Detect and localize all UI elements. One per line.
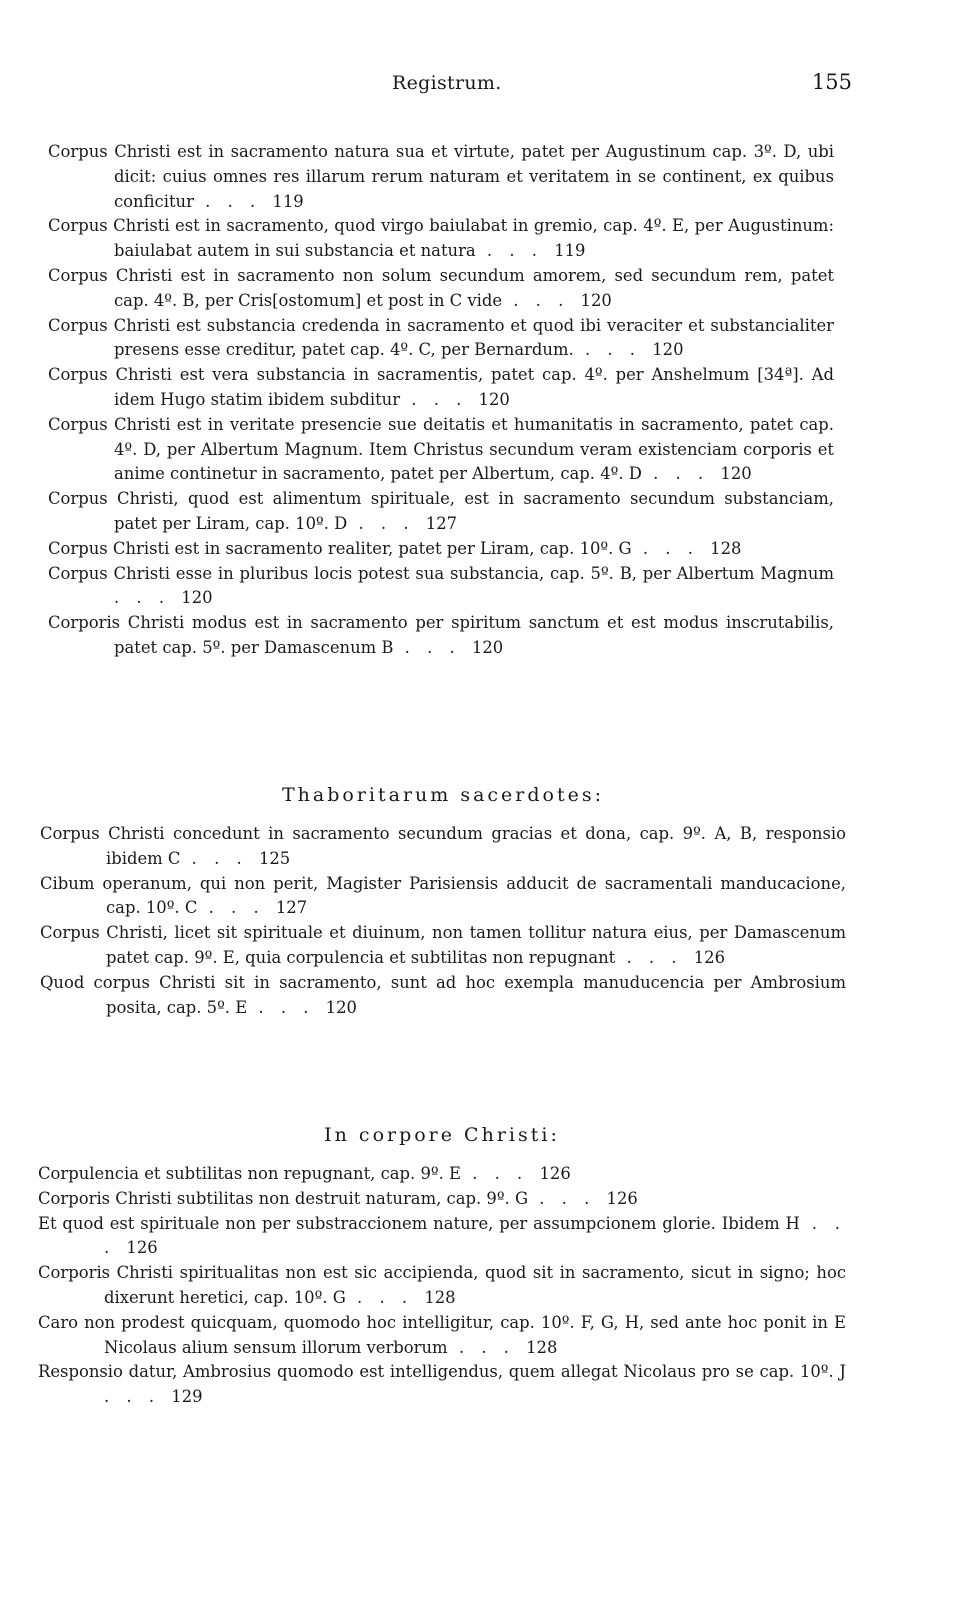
index-entry (38, 1360, 846, 1410)
entry-text: Corporis Christi subtilitas non destruit naturam, cap. 9º. G (38, 1188, 529, 1208)
dot-leader: . . . (393, 637, 472, 657)
dot-leader: . . . (345, 1287, 425, 1307)
page-reference: 125 (258, 848, 291, 868)
entry-text: Corpus Christi esse in pluribus locis potest sua substancia, cap. 5º. B, per Albertum Magnum (48, 563, 834, 583)
dot-leader: . . . (447, 1337, 527, 1357)
dot-leader: . . . (631, 538, 711, 558)
page-reference: 120 (181, 588, 213, 608)
entry-text: Corpus Christi concedunt in sacramento secundum gracias et dona, cap. 9º. A, B, responsio ibidem C (40, 824, 846, 868)
index-entry (38, 1311, 846, 1361)
page-reference: 128 (710, 538, 742, 558)
section-heading: Thaboritarum sacerdotes: (281, 784, 604, 806)
dot-leader: . . . (347, 513, 426, 533)
page-number: 155 (811, 70, 852, 94)
entry-text: Corpus Christi est in sacramento non solum secundum amorem, sed secundum rem, patet cap. 4º. B, per Cris[ostomum] et post in C vide (48, 265, 834, 310)
entry-text: Et quod est spirituale non per substraccionem nature, per assumpcionem glorie. Ibidem H (38, 1213, 800, 1233)
index-entry (48, 487, 834, 537)
page-reference: 120 (478, 389, 510, 409)
entry-text: Responsio datur, Ambrosius quomodo est intelligendus, quem allegat Nicolaus pro se cap. 10º. J (38, 1362, 846, 1382)
dot-leader: . . . (180, 848, 259, 868)
index-section (38, 1120, 846, 1410)
entry-text: Cibum operanum, qui non perit, Magister Parisiensis adducit de sacramentali manducacione, cap. 10º. C (40, 873, 846, 918)
entry-text: Corpus Christi, licet sit spirituale et diuinum, non tamen tollitur natura eius, per Damascenum patet cap. 9º. E, quia corpulencia et subtilitas non repugnant (40, 923, 846, 967)
dot-leader: . . . (461, 1164, 540, 1183)
page-reference: 119 (272, 191, 304, 211)
page-reference: 128 (526, 1337, 558, 1357)
index-section (40, 780, 846, 1020)
entry-text: Caro non prodest quicquam, quomodo hoc intelligitur, cap. 10º. F, G, H, sed ante hoc ponit in E Nicolaus alium sensum illorum verborum (38, 1312, 846, 1357)
page-reference: 127 (425, 513, 458, 533)
index-entry (48, 140, 834, 214)
page-reference: 129 (171, 1387, 203, 1407)
page-reference: 127 (275, 898, 308, 918)
page-reference: 126 (693, 947, 726, 967)
index-entry (38, 1212, 846, 1262)
page-reference: 120 (325, 997, 357, 1017)
dot-leader: . . . (615, 947, 694, 967)
page-reference: 119 (554, 241, 586, 261)
entry-text: Corpus Christi est vera substancia in sacramentis, patet cap. 4º. per Anshelmum [34ª]. Ad idem Hugo statim ibidem subditur (48, 365, 834, 409)
page-reference: 120 (652, 340, 684, 360)
dot-leader: . . . (528, 1188, 607, 1208)
dot-leader: . . . (641, 464, 721, 484)
entry-text: Corpus Christi est substancia credenda in sacramento et quod ibi veraciter et substancialiter presens esse creditur, patet cap. 4º. C, per Bernardum. (48, 315, 834, 360)
index-entry (48, 214, 834, 264)
index-entry (40, 822, 846, 872)
entry-text: Corpus Christi est in sacramento realiter, patet per Liram, cap. 10º. G (48, 538, 632, 558)
entry-text: Corporis Christi modus est in sacramento per spiritum sanctum et est modus inscrutabilis, patet cap. 5º. per Damascenum B (48, 613, 834, 657)
dot-leader: . . . (247, 997, 326, 1017)
entry-text: Corpus Christi est in veritate presencie sue deitatis et humanitatis in sacramento, patet cap. 4º. D, per Albertum Magnum. Item Christus secundum veram existenciam corporis et anime continetur in sacramento, patet per Albertum, cap. 4º. D (48, 414, 834, 484)
index-entry (38, 1162, 846, 1187)
dot-leader: . . . (114, 588, 182, 608)
dot-leader: . . . (400, 389, 479, 409)
entry-text: Corpus Christi, quod est alimentum spirituale, est in sacramento secundum substanciam, patet per Liram, cap. 10º. D (48, 489, 834, 533)
entry-text: Corpulencia et subtilitas non repugnant, cap. 9º. E (38, 1164, 461, 1183)
index-entry (48, 413, 834, 487)
dot-leader: . . . (197, 898, 276, 918)
page-reference: 128 (424, 1287, 456, 1307)
index-entry (38, 1261, 846, 1311)
page-reference: 126 (126, 1238, 158, 1258)
dot-leader: . . . (193, 191, 273, 211)
index-entry (48, 264, 834, 314)
dot-leader: . . . (475, 241, 555, 261)
page-header (0, 72, 960, 102)
index-entry (48, 314, 834, 364)
index-entry (40, 921, 846, 971)
entry-text: Corporis Christi spiritualitas non est sic accipienda, quod sit in sacramento, sicut in signo; hoc dixerunt heretici, cap. 10º. G (38, 1263, 846, 1307)
page-reference: 120 (580, 290, 612, 310)
dot-leader: . . . (104, 1213, 846, 1258)
entry-text: Quod corpus Christi sit in sacramento, sunt ad hoc exempla manuducencia per Ambrosium posita, cap. 5º. E (40, 972, 846, 1017)
index-entry (48, 562, 834, 612)
entry-text: Corpus Christi est in sacramento natura sua et virtute, patet per Augustinum cap. 3º. D, ubi dicit: cuius omnes res illarum rerum naturam et veritatem in se continent, ex quibus conficitur (48, 142, 834, 211)
running-title: Registrum. (392, 72, 502, 94)
page-reference: 120 (720, 464, 752, 484)
index-entry (48, 611, 834, 661)
entry-text: Corpus Christi est in sacramento, quod virgo baiulabat in gremio, cap. 4º. E, per Augustinum: baiulabat autem in sui substancia et natura (48, 216, 834, 261)
index-section (48, 140, 834, 661)
section-heading: In corpore Christi: (324, 1124, 560, 1146)
index-entry (40, 971, 846, 1021)
dot-leader: . . . (502, 290, 581, 310)
index-entry (38, 1187, 846, 1212)
page-reference: 126 (539, 1164, 571, 1183)
dot-leader: . . . (104, 1387, 172, 1407)
dot-leader: . . . (573, 340, 653, 360)
index-entry (40, 872, 846, 922)
index-entry (48, 363, 834, 413)
index-entry (48, 537, 834, 562)
page-reference: 126 (606, 1188, 638, 1208)
page-reference: 120 (471, 637, 504, 657)
